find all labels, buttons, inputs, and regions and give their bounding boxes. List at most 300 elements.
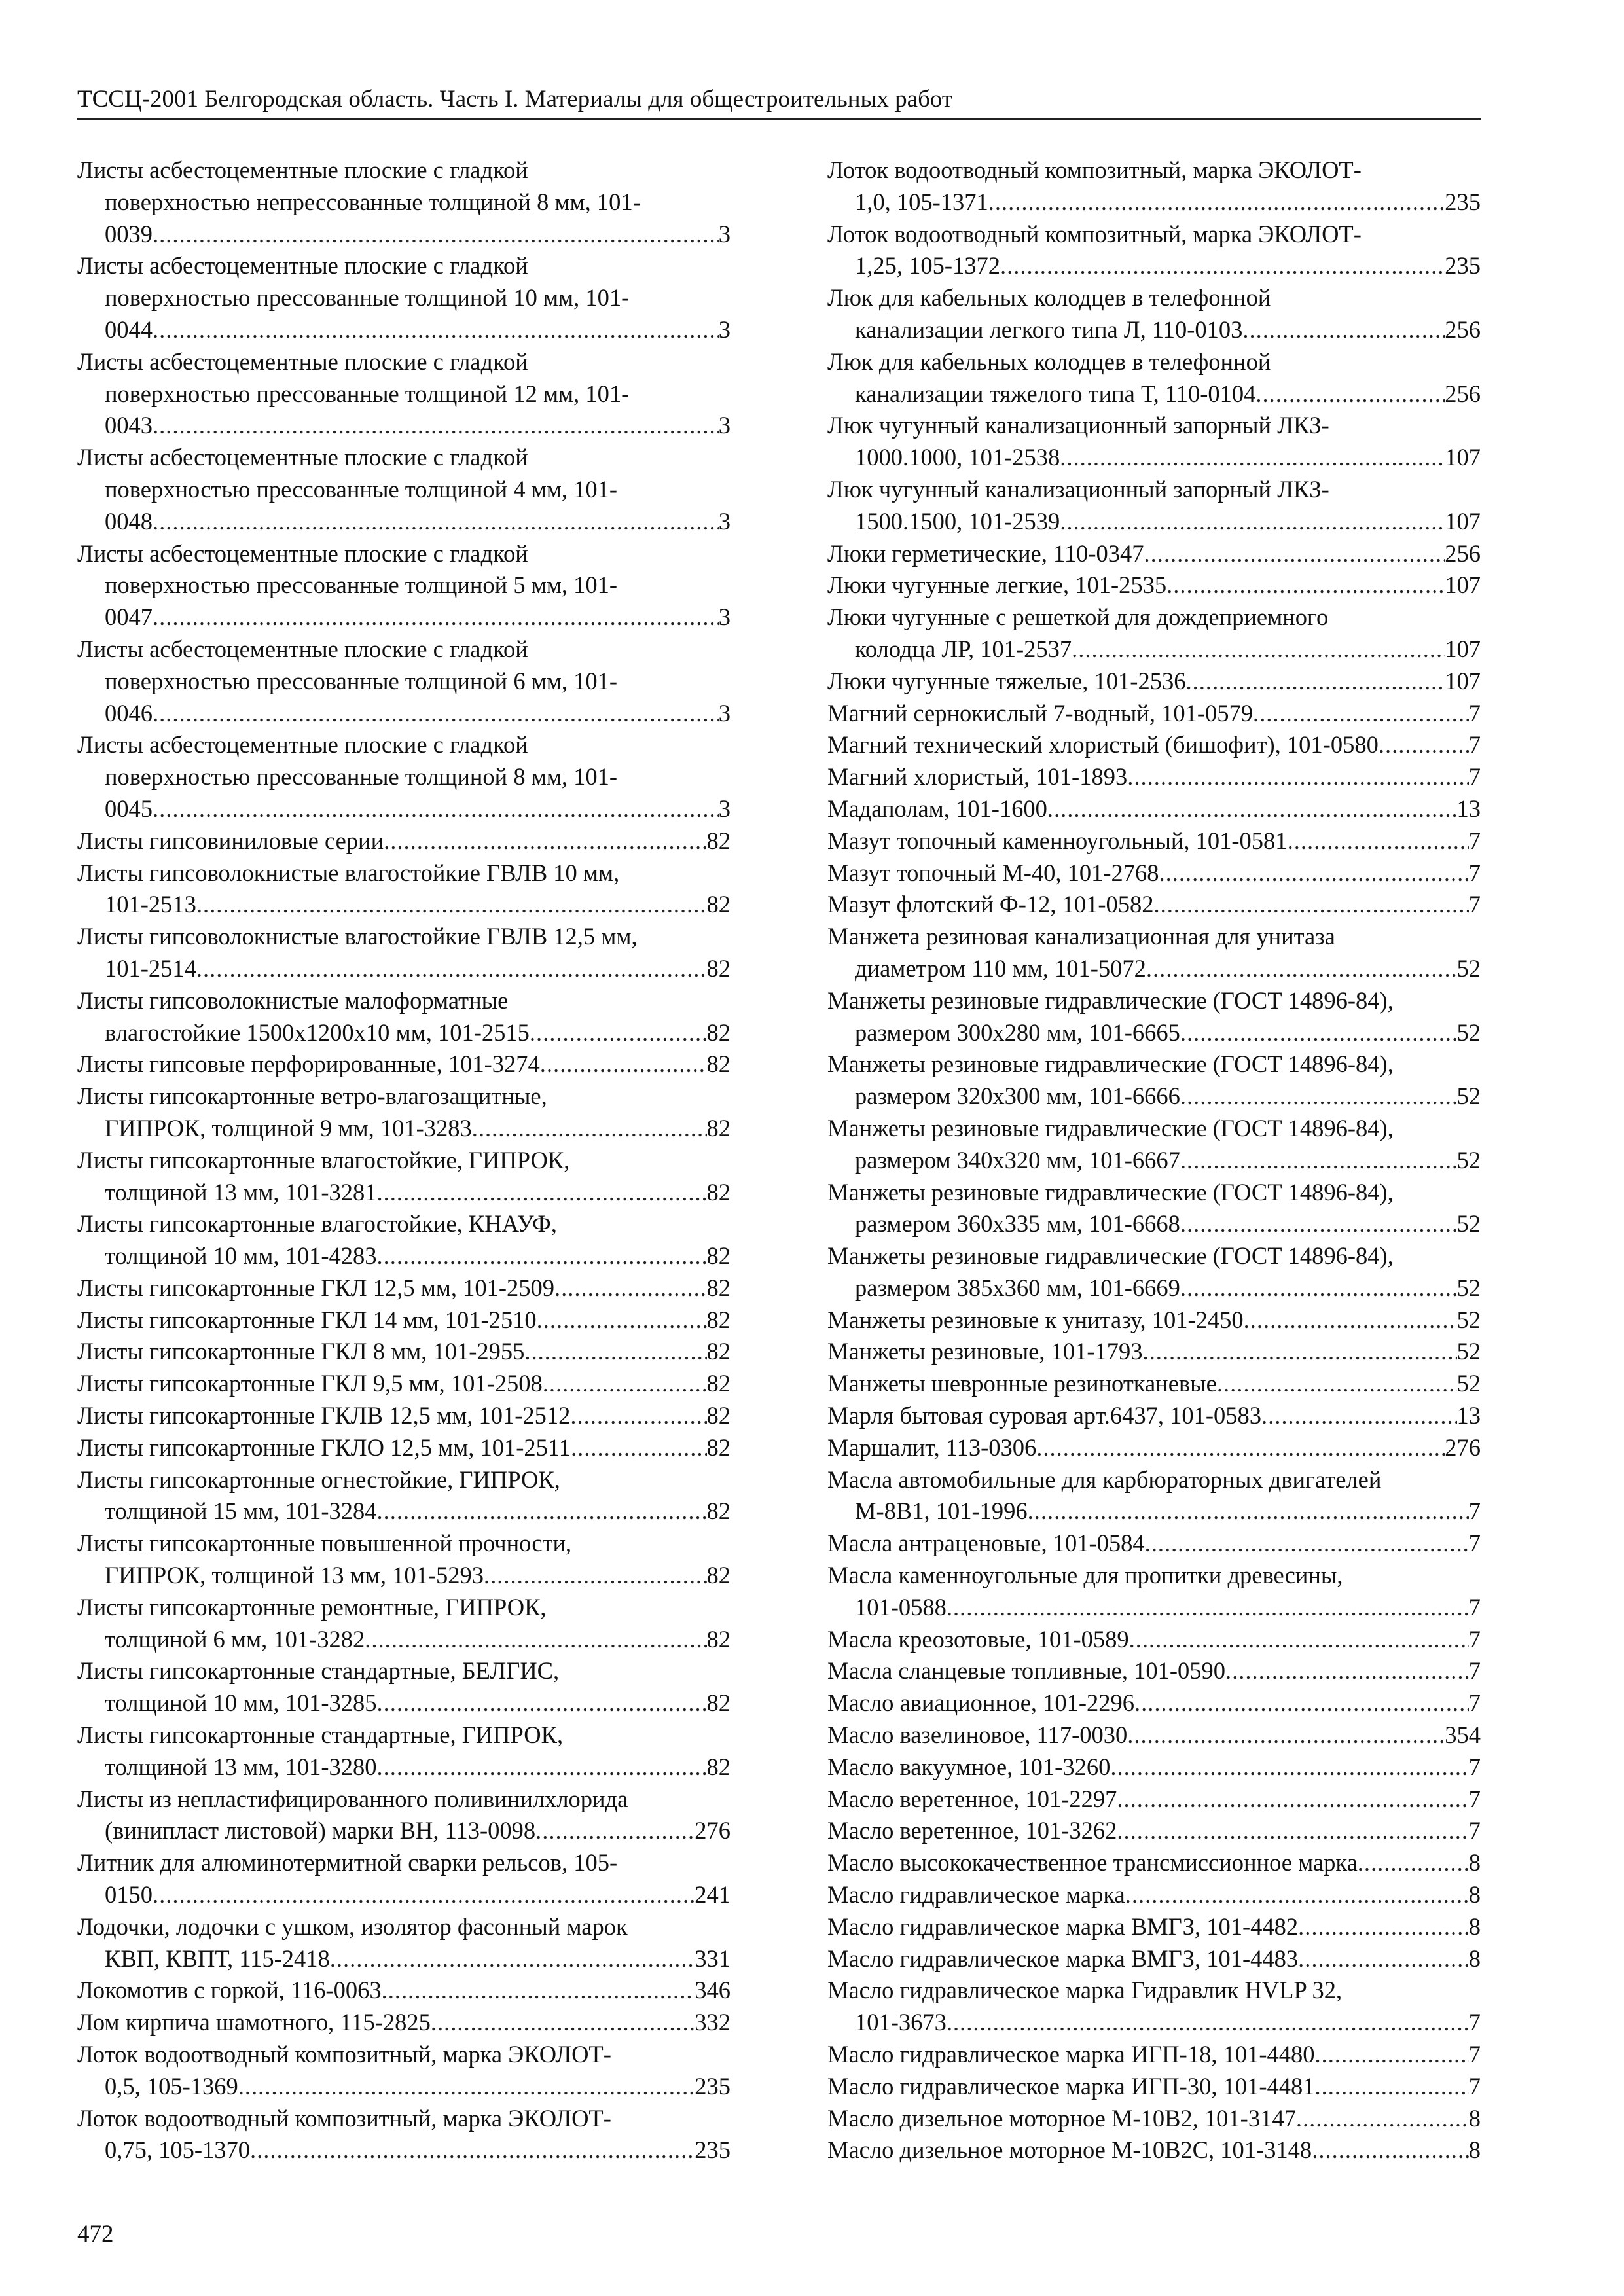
index-entry bbox=[77, 1655, 731, 1719]
entry-text: толщиной 13 мм, 101-3280 bbox=[105, 1753, 377, 1780]
entry-text: Листы гипсокартонные ГКЛ 14 мм, 101-2510 bbox=[77, 1306, 537, 1333]
index-entry bbox=[827, 729, 1481, 761]
index-entry bbox=[827, 2103, 1481, 2135]
entry-last-line bbox=[827, 1208, 1481, 1240]
entry-page-ref: 107 bbox=[1445, 667, 1481, 694]
entry-last-line bbox=[827, 1432, 1481, 1464]
entry-page-ref: 235 bbox=[695, 2072, 731, 2100]
dot-leader bbox=[196, 889, 707, 921]
entry-last-line bbox=[827, 1847, 1481, 1879]
entry-text: Лоток водоотводный композитный, марка ЭКОЛОТ- bbox=[77, 2041, 611, 2068]
entry-page-ref: 276 bbox=[695, 1817, 731, 1844]
entry-page-ref: 346 bbox=[695, 1977, 731, 2004]
entry-text: Лоток водоотводный композитный, марка ЭКОЛОТ- bbox=[827, 156, 1362, 183]
index-entry bbox=[827, 1655, 1481, 1687]
dot-leader bbox=[1060, 506, 1445, 538]
entry-text: Мадаполам, 101-1600 bbox=[827, 795, 1047, 822]
entry-text: Листы гипсокартонные влагостойкие, ГИПРОК, bbox=[77, 1146, 570, 1174]
dot-leader bbox=[330, 1943, 695, 1975]
index-entry bbox=[827, 1400, 1481, 1432]
entry-page-ref: 332 bbox=[695, 2009, 731, 2036]
entry-last-line bbox=[77, 1687, 731, 1719]
dot-leader bbox=[540, 1049, 707, 1081]
index-entry bbox=[827, 1464, 1481, 1528]
entry-text: 0043 bbox=[105, 412, 153, 439]
dot-leader bbox=[1134, 1687, 1469, 1719]
entry-last-line bbox=[827, 187, 1481, 219]
dot-leader bbox=[382, 1975, 695, 2007]
entry-text: Масло дизельное моторное М-10В2С, 101-3148 bbox=[827, 2136, 1312, 2164]
index-entry bbox=[77, 1145, 731, 1209]
dot-leader bbox=[1180, 1208, 1457, 1240]
entry-text: размером 360х335 мм, 101-6668 bbox=[855, 1210, 1180, 1238]
index-entry bbox=[827, 1847, 1481, 1879]
entry-page-ref: 8 bbox=[1468, 1849, 1481, 1876]
entry-last-line bbox=[77, 2007, 731, 2039]
dot-leader bbox=[1180, 1017, 1457, 1049]
entry-page-ref: 82 bbox=[706, 827, 731, 854]
dot-leader bbox=[1314, 2071, 1468, 2103]
entry-text: Листы гипсокартонные ГКЛ 12,5 мм, 101-2509 bbox=[77, 1274, 555, 1301]
dot-leader bbox=[1296, 2103, 1469, 2135]
entry-text: толщиной 6 мм, 101-3282 bbox=[105, 1625, 365, 1653]
entry-page-ref: 354 bbox=[1445, 1721, 1481, 1749]
entry-text: Масло гидравлическое марка ВМГЗ, 101-4483 bbox=[827, 1945, 1299, 1972]
index-entry bbox=[827, 1879, 1481, 1911]
entry-text: Масло дизельное моторное М-10В2, 101-3147 bbox=[827, 2104, 1296, 2132]
entry-text: Листы из непластифицированного поливинилхлорида bbox=[77, 1785, 628, 1812]
entry-text: Магний хлористый, 101-1893 bbox=[827, 763, 1128, 791]
index-entry bbox=[827, 1528, 1481, 1560]
dot-leader bbox=[1244, 1304, 1457, 1336]
dot-leader bbox=[153, 1879, 695, 1911]
index-entry bbox=[827, 1975, 1481, 2039]
entry-page-ref: 107 bbox=[1445, 444, 1481, 471]
entry-text: Манжеты резиновые к унитазу, 101-2450 bbox=[827, 1306, 1244, 1333]
entry-text: Листы гипсокартонные ГКЛ 9,5 мм, 101-2508 bbox=[77, 1370, 543, 1397]
entry-page-ref: 82 bbox=[706, 1433, 731, 1461]
entry-last-line bbox=[827, 2007, 1481, 2039]
dot-leader bbox=[1358, 1847, 1469, 1879]
dot-leader bbox=[1072, 634, 1445, 666]
entry-last-line bbox=[77, 1017, 731, 1049]
entry-text: размером 385х360 мм, 101-6669 bbox=[855, 1274, 1180, 1301]
entry-text: Масло гидравлическое марка ИГП-18, 101-4480 bbox=[827, 2041, 1315, 2068]
entry-last-line bbox=[827, 1272, 1481, 1304]
entry-text: Лом кирпича шамотного, 115-2825 bbox=[77, 2009, 431, 2036]
entry-text: Люк чугунный канализационный запорный ЛКЗ- bbox=[827, 475, 1329, 503]
entry-text: Манжеты резиновые гидравлические (ГОСТ 14896-84), bbox=[827, 1242, 1394, 1270]
entry-page-ref: 3 bbox=[718, 412, 731, 439]
entry-text: Листы асбестоцементные плоские с гладкой bbox=[77, 731, 528, 759]
entry-text: диаметром 110 мм, 101-5072 bbox=[855, 954, 1146, 982]
entry-page-ref: 256 bbox=[1445, 539, 1481, 567]
dot-leader bbox=[1110, 1751, 1468, 1784]
entry-page-ref: 52 bbox=[1456, 1306, 1481, 1333]
entry-page-ref: 82 bbox=[706, 1689, 731, 1717]
entry-text: Мазут флотский Ф-12, 101-0582 bbox=[827, 891, 1154, 918]
dot-leader bbox=[377, 1177, 707, 1209]
entry-text: Люки герметические, 110-0347 bbox=[827, 539, 1144, 567]
entry-last-line bbox=[77, 1432, 731, 1464]
entry-last-line bbox=[77, 410, 731, 442]
index-entry bbox=[77, 1049, 731, 1081]
dot-leader bbox=[377, 1240, 707, 1272]
dot-leader bbox=[484, 1560, 706, 1592]
dot-leader bbox=[384, 825, 706, 857]
dot-leader bbox=[1117, 1815, 1468, 1847]
entry-text: Масло авиационное, 101-2296 bbox=[827, 1689, 1135, 1717]
entry-page-ref: 52 bbox=[1456, 1370, 1481, 1397]
entry-page-ref: 7 bbox=[1468, 827, 1481, 854]
entry-text: Масло гидравлическое марка Гидравлик HVLP 32, bbox=[827, 1977, 1343, 2004]
dot-leader bbox=[1298, 1943, 1469, 1975]
dot-leader bbox=[1253, 698, 1469, 730]
entry-text: Маршалит, 113-0306 bbox=[827, 1433, 1037, 1461]
entry-text: поверхностью прессованные толщиной 6 мм, 101- bbox=[105, 667, 618, 694]
entry-text: Мазут топочный М-40, 101-2768 bbox=[827, 859, 1159, 886]
dot-leader bbox=[153, 314, 719, 346]
entry-page-ref: 3 bbox=[718, 795, 731, 822]
dot-leader bbox=[543, 1368, 707, 1400]
entry-text: Листы гипсокартонные ГКЛВ 12,5 мм, 101-2512 bbox=[77, 1402, 571, 1429]
entry-page-ref: 52 bbox=[1456, 1146, 1481, 1174]
entry-text: 0045 bbox=[105, 795, 153, 822]
entry-text: Масла сланцевые топливные, 101-0590 bbox=[827, 1657, 1226, 1685]
entry-last-line bbox=[77, 1560, 731, 1592]
entry-last-line bbox=[827, 953, 1481, 985]
entry-last-line bbox=[77, 1049, 731, 1081]
index-entry bbox=[827, 666, 1481, 698]
index-entry bbox=[77, 1847, 731, 1911]
entry-page-ref: 235 bbox=[695, 2136, 731, 2164]
entry-last-line bbox=[827, 729, 1481, 761]
dot-leader bbox=[1125, 1879, 1469, 1911]
dot-leader bbox=[153, 698, 719, 730]
entry-last-line bbox=[827, 1911, 1481, 1943]
index-entry bbox=[827, 1177, 1481, 1241]
entry-page-ref: 256 bbox=[1445, 315, 1481, 343]
entry-page-ref: 82 bbox=[706, 1498, 731, 1525]
entry-last-line bbox=[77, 2134, 731, 2166]
index-entry bbox=[827, 985, 1481, 1049]
entry-page-ref: 107 bbox=[1445, 571, 1481, 599]
entry-text: Листы гипсовиниловые серии bbox=[77, 827, 384, 854]
entry-page-ref: 82 bbox=[706, 1402, 731, 1429]
entry-last-line bbox=[827, 1304, 1481, 1336]
page-number: 472 bbox=[77, 2221, 114, 2248]
entry-text: Листы гипсокартонные влагостойкие, КНАУФ, bbox=[77, 1210, 557, 1238]
entry-page-ref: 3 bbox=[718, 220, 731, 247]
entry-text: Масло гидравлическое марка ВМГЗ, 101-4482 bbox=[827, 1912, 1299, 1940]
index-entry bbox=[827, 282, 1481, 346]
dot-leader bbox=[1314, 2039, 1468, 2071]
dot-leader bbox=[524, 1336, 706, 1368]
entry-last-line bbox=[77, 601, 731, 634]
entry-text: 0,75, 105-1370 bbox=[105, 2136, 251, 2164]
dot-leader bbox=[1242, 314, 1445, 346]
entry-last-line bbox=[827, 1624, 1481, 1656]
entry-last-line bbox=[827, 1751, 1481, 1784]
entry-text: Листы гипсоволокнистые малоформатные bbox=[77, 986, 509, 1014]
entry-text: Листы гипсокартонные огнестойкие, ГИПРОК, bbox=[77, 1465, 560, 1493]
entry-last-line bbox=[77, 219, 731, 251]
entry-text: Листы асбестоцементные плоские с гладкой bbox=[77, 156, 528, 183]
entry-last-line bbox=[77, 1240, 731, 1272]
dot-leader bbox=[571, 1432, 706, 1464]
entry-page-ref: 7 bbox=[1468, 1498, 1481, 1525]
entry-page-ref: 13 bbox=[1456, 1402, 1481, 1429]
entry-text: канализации легкого типа Л, 110-0103 bbox=[855, 315, 1243, 343]
dot-leader bbox=[1117, 1784, 1468, 1816]
dot-leader bbox=[1142, 1336, 1456, 1368]
entry-page-ref: 7 bbox=[1468, 1625, 1481, 1653]
entry-last-line bbox=[827, 1336, 1481, 1368]
index-entry bbox=[77, 1208, 731, 1272]
dot-leader bbox=[1217, 1368, 1457, 1400]
dot-leader bbox=[1036, 1432, 1445, 1464]
entry-text: Лоток водоотводный композитный, марка ЭКОЛОТ- bbox=[827, 220, 1362, 247]
dot-leader bbox=[1288, 825, 1469, 857]
entry-page-ref: 82 bbox=[706, 1625, 731, 1653]
dot-leader bbox=[1312, 2134, 1469, 2166]
entry-page-ref: 331 bbox=[695, 1945, 731, 1972]
entry-page-ref: 7 bbox=[1468, 2041, 1481, 2068]
entry-text: Люк для кабельных колодцев в телефонной bbox=[827, 348, 1271, 375]
entry-text: поверхностью прессованные толщиной 8 мм, 101- bbox=[105, 763, 618, 791]
entry-last-line bbox=[827, 793, 1481, 825]
dot-leader bbox=[535, 1815, 695, 1847]
entry-last-line bbox=[827, 857, 1481, 889]
dot-leader bbox=[1180, 1081, 1457, 1113]
entry-text: 0046 bbox=[105, 699, 153, 726]
entry-page-ref: 7 bbox=[1468, 1689, 1481, 1717]
entry-last-line bbox=[77, 1336, 731, 1368]
entry-page-ref: 7 bbox=[1468, 891, 1481, 918]
entry-page-ref: 52 bbox=[1456, 1274, 1481, 1301]
entry-page-ref: 82 bbox=[706, 1306, 731, 1333]
dot-leader bbox=[570, 1400, 706, 1432]
index-entry bbox=[827, 1304, 1481, 1336]
entry-page-ref: 276 bbox=[1445, 1433, 1481, 1461]
index-entry bbox=[77, 921, 731, 985]
entry-text: размером 340х320 мм, 101-6667 bbox=[855, 1146, 1180, 1174]
dot-leader bbox=[1154, 889, 1469, 921]
entry-page-ref: 13 bbox=[1456, 795, 1481, 822]
entry-last-line bbox=[827, 378, 1481, 410]
dot-leader bbox=[554, 1272, 706, 1304]
index-entry bbox=[77, 250, 731, 346]
entry-page-ref: 82 bbox=[706, 1050, 731, 1078]
entry-last-line bbox=[827, 889, 1481, 921]
entry-text: Листы гипсокартонные ветро-влагозащитные, bbox=[77, 1083, 547, 1110]
dot-leader bbox=[988, 187, 1445, 219]
index-entry bbox=[77, 1304, 731, 1336]
entry-last-line bbox=[827, 2134, 1481, 2166]
entry-text: Масла антраценовые, 101-0584 bbox=[827, 1530, 1145, 1557]
dot-leader bbox=[377, 1496, 707, 1528]
entry-last-line bbox=[77, 793, 731, 825]
entry-text: Масло гидравлическое марка ИГП-30, 101-4481 bbox=[827, 2072, 1315, 2100]
entry-text: 1500.1500, 101-2539 bbox=[855, 507, 1060, 535]
index-entry bbox=[827, 474, 1481, 538]
entry-last-line bbox=[827, 698, 1481, 730]
index-entry bbox=[827, 698, 1481, 730]
entry-last-line bbox=[827, 1400, 1481, 1432]
dot-leader bbox=[1261, 1400, 1456, 1432]
index-entry bbox=[77, 154, 731, 250]
index-entry bbox=[827, 2134, 1481, 2166]
entry-last-line bbox=[827, 1145, 1481, 1177]
entry-page-ref: 235 bbox=[1445, 188, 1481, 215]
entry-last-line bbox=[77, 314, 731, 346]
entry-page-ref: 82 bbox=[706, 891, 731, 918]
entry-last-line bbox=[827, 1784, 1481, 1816]
dot-leader bbox=[1298, 1911, 1469, 1943]
index-entry bbox=[77, 729, 731, 825]
index-entry bbox=[827, 889, 1481, 921]
entry-page-ref: 7 bbox=[1468, 1657, 1481, 1685]
entry-page-ref: 8 bbox=[1468, 1912, 1481, 1940]
entry-page-ref: 7 bbox=[1468, 2009, 1481, 2036]
entry-text: поверхностью прессованные толщиной 5 мм, 101- bbox=[105, 571, 618, 599]
entry-page-ref: 82 bbox=[706, 1753, 731, 1780]
entry-page-ref: 8 bbox=[1468, 1881, 1481, 1909]
entry-text: М-8В1, 101-1996 bbox=[855, 1498, 1028, 1525]
entry-text: 0047 bbox=[105, 603, 153, 631]
entry-page-ref: 82 bbox=[706, 1178, 731, 1206]
entry-last-line bbox=[827, 538, 1481, 570]
entry-text: толщиной 10 мм, 101-3285 bbox=[105, 1689, 377, 1717]
dot-leader bbox=[1185, 666, 1445, 698]
entry-page-ref: 52 bbox=[1456, 1338, 1481, 1365]
entry-text: Магний технический хлористый (бишофит), 101-0580 bbox=[827, 731, 1379, 759]
entry-text: Листы гипсокартонные стандартные, БЕЛГИС, bbox=[77, 1657, 560, 1685]
entry-text: Листы гипсокартонные стандартные, ГИПРОК, bbox=[77, 1721, 564, 1749]
index-column-left bbox=[77, 154, 731, 2166]
entry-last-line bbox=[77, 1975, 731, 2007]
entry-text: поверхностью прессованные толщиной 4 мм, 101- bbox=[105, 475, 618, 503]
entry-text: Масло высококачественное трансмиссионное марка bbox=[827, 1849, 1358, 1876]
entry-last-line bbox=[77, 698, 731, 730]
entry-page-ref: 82 bbox=[706, 1562, 731, 1589]
dot-leader bbox=[947, 2007, 1469, 2039]
entry-text: Марля бытовая суровая арт.6437, 101-0583 bbox=[827, 1402, 1262, 1429]
entry-last-line bbox=[77, 1177, 731, 1209]
entry-page-ref: 7 bbox=[1468, 699, 1481, 726]
entry-text: поверхностью прессованные толщиной 10 мм, 101- bbox=[105, 284, 630, 312]
entry-text: Магний сернокислый 7-водный, 101-0579 bbox=[827, 699, 1253, 726]
index-entry bbox=[77, 1719, 731, 1784]
index-entry bbox=[77, 1272, 731, 1304]
entry-text: Люки чугунные тяжелые, 101-2536 bbox=[827, 667, 1186, 694]
entry-page-ref: 7 bbox=[1468, 1817, 1481, 1844]
entry-text: Манжеты резиновые гидравлические (ГОСТ 14896-84), bbox=[827, 1178, 1394, 1206]
entry-page-ref: 7 bbox=[1468, 731, 1481, 759]
running-header: ТССЦ-2001 Белгородская область. Часть I. Материалы для общестроительных работ bbox=[77, 84, 1481, 120]
entry-text: 0,5, 105-1369 bbox=[105, 2072, 238, 2100]
entry-text: Масло гидравлическое марка bbox=[827, 1881, 1125, 1909]
entry-page-ref: 82 bbox=[706, 1018, 731, 1046]
index-entry bbox=[77, 1336, 731, 1368]
entry-text: Лоток водоотводный композитный, марка ЭКОЛОТ- bbox=[77, 2104, 611, 2132]
entry-text: 0048 bbox=[105, 507, 153, 535]
index-entry bbox=[827, 2039, 1481, 2071]
entry-text: толщиной 15 мм, 101-3284 bbox=[105, 1498, 377, 1525]
entry-text: (винипласт листовой) марки ВН, 113-0098 bbox=[105, 1817, 536, 1844]
entry-text: Листы асбестоцементные плоские с гладкой bbox=[77, 444, 528, 471]
entry-last-line bbox=[827, 1017, 1481, 1049]
dot-leader bbox=[530, 1017, 707, 1049]
entry-last-line bbox=[827, 1943, 1481, 1975]
entry-page-ref: 82 bbox=[706, 1274, 731, 1301]
entry-text: Масло вакуумное, 101-3260 bbox=[827, 1753, 1111, 1780]
entry-last-line bbox=[77, 1272, 731, 1304]
entry-page-ref: 7 bbox=[1468, 1785, 1481, 1812]
entry-last-line bbox=[77, 1368, 731, 1400]
index-entry bbox=[77, 825, 731, 857]
index-entry bbox=[77, 1528, 731, 1592]
index-entry bbox=[77, 1464, 731, 1528]
entry-text: Листы гипсокартонные ГКЛО 12,5 мм, 101-2511 bbox=[77, 1433, 571, 1461]
entry-text: Листы гипсовые перфорированные, 101-3274 bbox=[77, 1050, 540, 1078]
entry-text: Листы асбестоцементные плоские с гладкой bbox=[77, 252, 528, 279]
index-entry bbox=[77, 1432, 731, 1464]
entry-page-ref: 82 bbox=[706, 1370, 731, 1397]
entry-page-ref: 82 bbox=[706, 1338, 731, 1365]
entry-last-line bbox=[77, 1815, 731, 1847]
entry-page-ref: 235 bbox=[1445, 252, 1481, 279]
entry-text: Масло вазелиновое, 117-0030 bbox=[827, 1721, 1128, 1749]
entry-last-line bbox=[827, 1081, 1481, 1113]
index-entry bbox=[827, 538, 1481, 570]
dot-leader bbox=[1379, 729, 1469, 761]
entry-text: Манжеты шевронные резинотканевые bbox=[827, 1370, 1217, 1397]
entry-text: Манжеты резиновые гидравлические (ГОСТ 14896-84), bbox=[827, 1114, 1394, 1141]
entry-page-ref: 82 bbox=[706, 954, 731, 982]
entry-text: Листы гипсоволокнистые влагостойкие ГВЛВ 10 мм, bbox=[77, 859, 620, 886]
entry-page-ref: 7 bbox=[1468, 2072, 1481, 2100]
entry-page-ref: 7 bbox=[1468, 859, 1481, 886]
entry-last-line bbox=[77, 825, 731, 857]
entry-last-line bbox=[827, 1368, 1481, 1400]
entry-text: Люки чугунные легкие, 101-2535 bbox=[827, 571, 1167, 599]
entry-last-line bbox=[827, 1528, 1481, 1560]
entry-text: 1,0, 105-1371 bbox=[855, 188, 988, 215]
dot-leader bbox=[472, 1113, 707, 1145]
entry-last-line bbox=[827, 1815, 1481, 1847]
entry-text: 101-2514 bbox=[105, 954, 196, 982]
entry-last-line bbox=[827, 1687, 1481, 1719]
entry-text: ГИПРОК, толщиной 9 мм, 101-3283 bbox=[105, 1114, 472, 1141]
index-entry bbox=[77, 634, 731, 729]
dot-leader bbox=[1159, 857, 1469, 889]
dot-leader bbox=[1144, 538, 1445, 570]
index-entry bbox=[77, 985, 731, 1049]
index-entry bbox=[827, 761, 1481, 793]
entry-last-line bbox=[827, 1655, 1481, 1687]
index-entry bbox=[827, 1751, 1481, 1784]
index-column-right bbox=[827, 154, 1481, 2166]
entry-last-line bbox=[77, 1496, 731, 1528]
entry-text: 101-3673 bbox=[855, 2009, 947, 2036]
entry-last-line bbox=[827, 666, 1481, 698]
entry-page-ref: 107 bbox=[1445, 507, 1481, 535]
entry-text: Манжеты резиновые, 101-1793 bbox=[827, 1338, 1143, 1365]
index-entry bbox=[77, 346, 731, 442]
dot-leader bbox=[238, 2071, 695, 2103]
entry-page-ref: 7 bbox=[1468, 763, 1481, 791]
